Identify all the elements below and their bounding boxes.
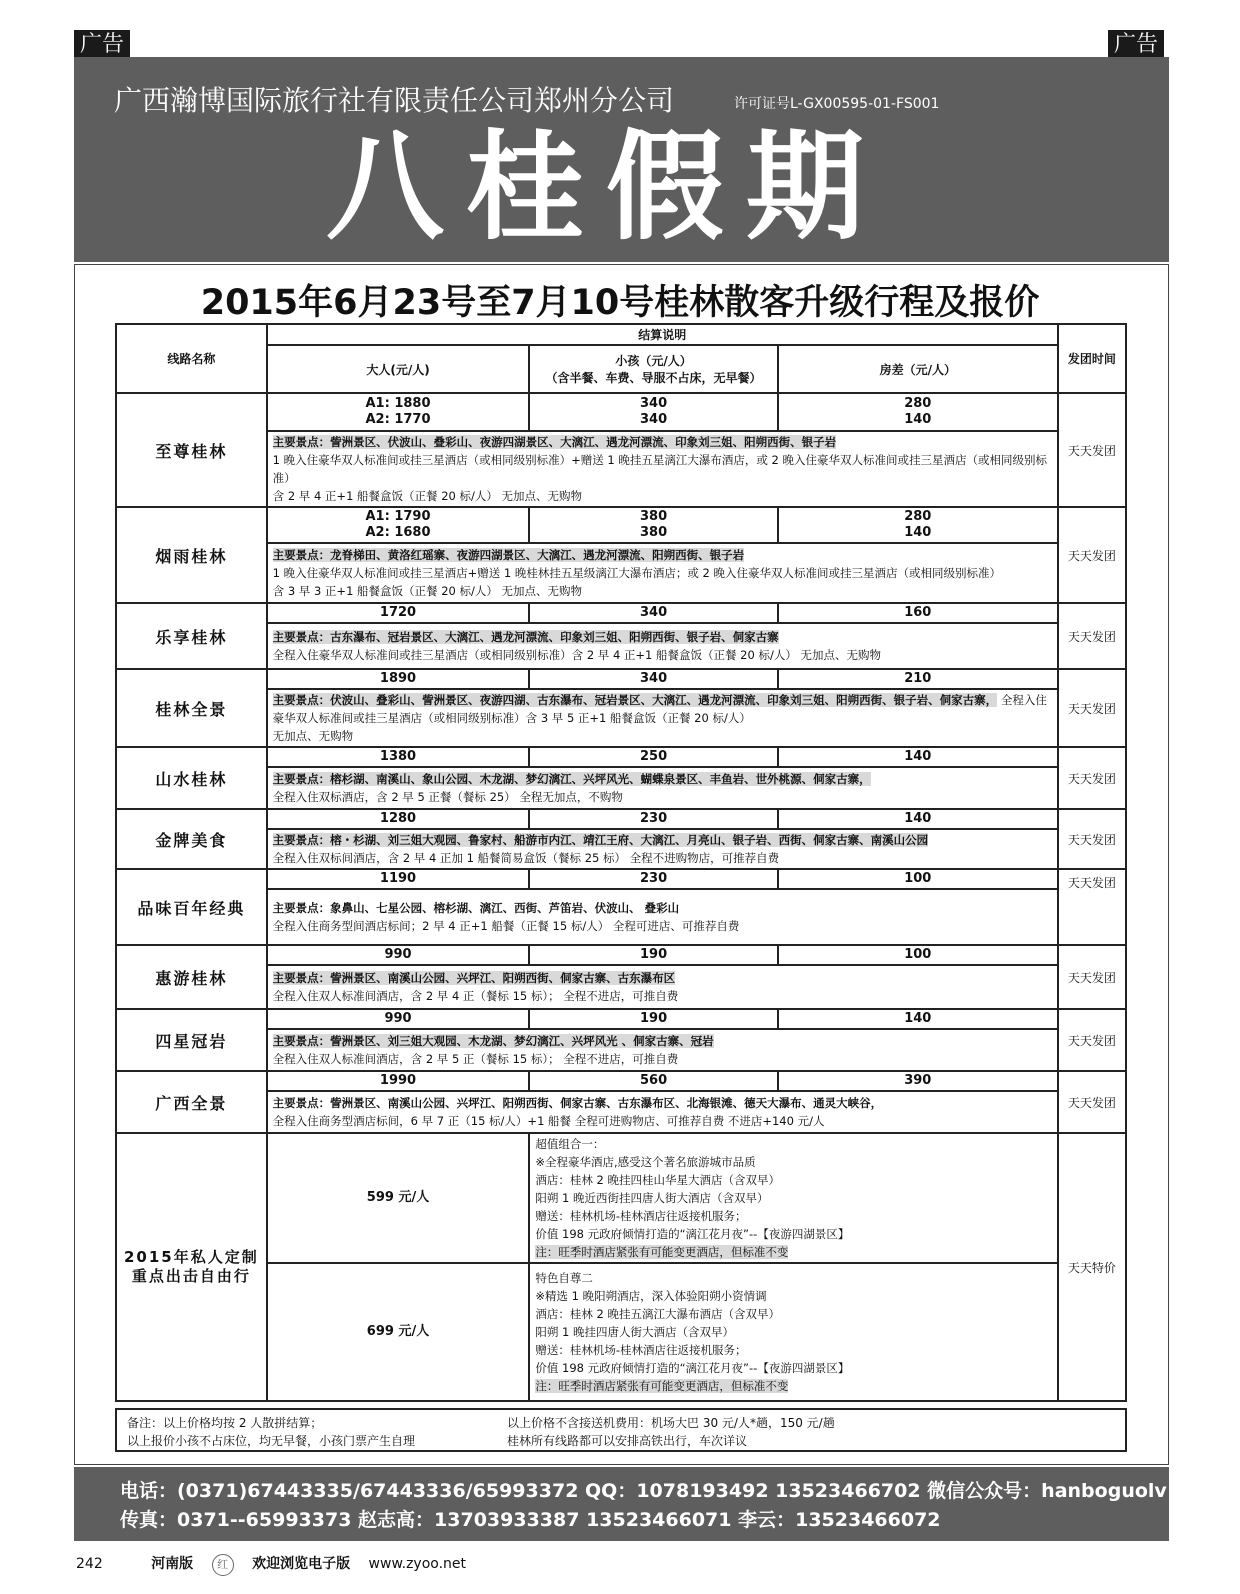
child-price xyxy=(529,507,777,543)
note-3: 以上价格不含接送机费用：机场大巴 30 元/人*趟，150 元/趟 xyxy=(507,1416,835,1430)
route-hotel: 全程入住商务型间酒店标间；2 早 4 正+1 船餐（正餐 15 标/人） 全程可进店、可推荐自费 xyxy=(272,919,740,933)
room-price-a1: 280 xyxy=(904,396,932,411)
adult-price: 1190 xyxy=(267,869,530,889)
header-child-title: 小孩（元/人） xyxy=(615,354,692,368)
adult-price: 1380 xyxy=(267,747,530,767)
contact-line-2: 传真：0371--65993373 赵志高：13703933387 13523466071 李云：13523466072 xyxy=(120,1509,941,1531)
note-4: 桂林所有线路都可以安排高铁出行，车次详议 xyxy=(507,1434,748,1448)
package-line: 价值 198 元政府倾情打造的“漓江花月夜”--【夜游四湖景区】 xyxy=(535,1227,850,1241)
child-price-a1: 380 xyxy=(639,509,668,524)
adult-price: 990 xyxy=(267,1009,530,1029)
route-hotel: 全程入住双标间酒店，含 2 早 4 正加 1 船餐简易盒饭（餐标 25 标） 全程不进购物店，可推荐自费 xyxy=(272,851,780,865)
spots-label: 主要景点： xyxy=(272,772,331,786)
edition-label: 河南版 xyxy=(151,1556,194,1572)
package-line: ※全程豪华酒店,感受这个著名旅游城市品质 xyxy=(535,1155,756,1169)
custom-name: 2015年私人定制重点出击自由行 xyxy=(116,1133,267,1401)
child-price-a1: 340 xyxy=(639,396,668,411)
depart-time: 天天发团 xyxy=(1058,669,1126,747)
spots-label: 主要景点： xyxy=(272,901,331,915)
depart-time: 天天发团 xyxy=(1058,507,1126,603)
route-details xyxy=(267,767,1058,809)
header-room: 房差（元/人） xyxy=(778,345,1058,393)
page-title: 2015年6月23号至7月10号桂林散客升级行程及报价 xyxy=(200,283,1040,323)
price-table xyxy=(115,323,1127,1402)
room-price: 390 xyxy=(778,1071,1058,1091)
adult-price: 1990 xyxy=(267,1071,530,1091)
route-hotel: 全程入住双标酒店，含 2 早 5 正餐（餐标 25） 全程无加点，不购物 xyxy=(272,790,623,804)
package-line: 赠送：桂林机场-桂林酒店往返接机服务； xyxy=(535,1343,747,1357)
site-url[interactable]: www.zyoo.net xyxy=(368,1556,467,1572)
route-meals: 无加点、无购物 xyxy=(272,729,354,743)
room-price: 100 xyxy=(778,945,1058,965)
header-adult: 大人(元/人) xyxy=(267,345,530,393)
depart-time: 天天发团 xyxy=(1058,603,1126,669)
adult-price: 1720 xyxy=(267,603,530,623)
route-meals: 含 2 早 4 正+1 船餐盒饭（正餐 20 标/人） 无加点、无购物 xyxy=(272,489,583,503)
child-price: 230 xyxy=(529,869,777,889)
adult-price xyxy=(267,393,530,431)
package-details xyxy=(529,1263,1057,1401)
route-spots: 伏波山、叠彩山、訾洲景区、夜游四湖、古东瀑布、冠岩景区、大漓江、遇龙河漂流、印象刘三姐、阳朔西街、银子岩、侗家古寨， xyxy=(330,693,998,707)
route-spots: 訾洲景区、伏波山、叠彩山、夜游四湖景区、大漓江、遇龙河漂流、印象刘三姐、阳朔西街、银子岩 xyxy=(330,435,837,449)
route-name: 金牌美食 xyxy=(116,809,267,869)
brand-title: 八桂假期 xyxy=(326,118,887,256)
adult-price: 1890 xyxy=(267,669,530,689)
spots-label: 主要景点： xyxy=(272,630,331,644)
route-hotel: 全程入住豪华双人标准间或挂三星酒店（或相同级别标准）含 2 早 4 正+1 船餐盒饭（正餐 20 标/人） 无加点、无购物 xyxy=(272,648,882,662)
package-line: ※精选 1 晚阳朔酒店，深入体验阳朔小资情调 xyxy=(535,1289,767,1303)
package-line: 酒店：桂林 2 晚挂四桂山华星大酒店（含双早） xyxy=(535,1173,780,1187)
header-depart: 发团时间 xyxy=(1058,324,1126,393)
route-name: 品味百年经典 xyxy=(116,869,267,945)
ad-tag-left: 广告 xyxy=(74,30,130,60)
route-hotel: 全程入住双人标准间酒店，含 2 早 5 正（餐标 15 标）； 全程不进店，可推自费 xyxy=(272,1052,679,1066)
child-price: 340 xyxy=(529,603,777,623)
room-price: 140 xyxy=(778,747,1058,767)
route-details xyxy=(267,623,1058,669)
spots-label: 主要景点： xyxy=(272,833,331,847)
custom-depart: 天天特价 xyxy=(1058,1133,1126,1401)
room-price: 140 xyxy=(778,1009,1058,1029)
route-details xyxy=(267,689,1058,747)
route-hotel: 全程入住双人标准间酒店，含 2 早 4 正（餐标 15 标）； 全程不进店，可推自费 xyxy=(272,989,679,1003)
route-spots: 訾洲景区、南溪山公园、兴坪江、阳朔西街、侗家古寨、古东瀑布区 xyxy=(330,971,676,985)
route-name: 广西全景 xyxy=(116,1071,267,1133)
depart-time: 天天发团 xyxy=(1058,945,1126,1009)
room-price: 140 xyxy=(778,809,1058,829)
note-1: 备注：以上价格均按 2 人散拼结算； xyxy=(127,1416,323,1430)
package-line: 超值组合一： xyxy=(535,1137,605,1151)
spots-label: 主要景点： xyxy=(272,693,331,707)
package-line: 阳朔 1 晚近西街挂四唐人街大酒店（含双早） xyxy=(535,1191,769,1205)
route-details xyxy=(267,965,1058,1009)
license-number: 许可证号L-GX00595-01-FS001 xyxy=(734,96,940,112)
route-name: 桂林全景 xyxy=(116,669,267,747)
child-price-a2: 340 xyxy=(639,412,668,427)
route-spots: 龙脊梯田、黄洛红瑶寨、夜游四湖景区、大漓江、遇龙河漂流、阳朔西街、银子岩 xyxy=(330,548,745,562)
adult-price-a2: A2: 1770 xyxy=(365,412,431,427)
package-details xyxy=(529,1133,1057,1263)
header-route: 线路名称 xyxy=(116,324,267,393)
promo-text: 欢迎浏览电子版 xyxy=(252,1556,351,1572)
child-price-a2: 380 xyxy=(639,525,668,540)
spots-label: 主要景点： xyxy=(272,1096,331,1110)
package-line: 特色自尊二 xyxy=(535,1271,593,1285)
company-name: 广西瀚博国际旅行社有限责任公司郑州分公司 xyxy=(114,84,675,117)
route-details xyxy=(267,1091,1058,1133)
note-2: 以上报价小孩不占床位，均无早餐，小孩门票产生自理 xyxy=(127,1434,416,1448)
route-hotel: 全程入住豪华双人标准间或挂三星酒店（或相同级别标准）含 3 早 5 正+1 船餐盒饭（正餐 20 标/人） xyxy=(272,693,1047,725)
route-hotel: 全程入住商务型酒店标间，6 早 7 正（15 标/人）+1 船餐 全程可进购物店、可推荐自费 不进店+140 元/人 xyxy=(272,1114,825,1128)
adult-price: 1280 xyxy=(267,809,530,829)
room-price xyxy=(778,507,1058,543)
route-details xyxy=(267,889,1058,945)
spots-label: 主要景点： xyxy=(272,435,331,449)
route-spots: 訾洲景区、南溪山公园、兴坪江、阳朔西街、侗家古寨、古东瀑布区、北海银滩、德天大瀑布、通灵大峡谷， xyxy=(330,1096,883,1110)
route-spots: 榕杉湖、南溪山、象山公园、木龙湖、梦幻漓江、兴坪风光、蝴蝶泉景区、丰鱼岩、世外桃源、侗家古寨， xyxy=(330,772,871,786)
route-details xyxy=(267,543,1058,603)
route-name: 惠游桂林 xyxy=(116,945,267,1009)
depart-time: 天天发团 xyxy=(1058,747,1126,809)
child-price: 190 xyxy=(529,1009,777,1029)
depart-time: 天天发团 xyxy=(1058,1071,1126,1133)
route-name: 四星冠岩 xyxy=(116,1009,267,1071)
room-price-a2: 140 xyxy=(904,412,932,427)
adult-price-a1: A1: 1790 xyxy=(365,509,431,524)
package-line: 价值 198 元政府倾情打造的“漓江花月夜”--【夜游四湖景区】 xyxy=(535,1361,850,1375)
ad-tag-right: 广告 xyxy=(1108,30,1164,60)
spots-label: 主要景点： xyxy=(272,1034,331,1048)
route-spots: 象鼻山、七星公园、榕杉湖、漓江、西街、芦笛岩、伏波山、 叠彩山 xyxy=(330,901,680,915)
route-details xyxy=(267,431,1058,507)
notes-box xyxy=(115,1408,1127,1452)
adult-price: 990 xyxy=(267,945,530,965)
package-price: 699 元/人 xyxy=(267,1263,530,1401)
route-name: 烟雨桂林 xyxy=(116,507,267,603)
package-note: 注：旺季时酒店紧张有可能变更酒店，但标准不变 xyxy=(535,1245,789,1259)
page-footer xyxy=(76,1553,480,1576)
route-details xyxy=(267,1029,1058,1071)
room-price: 100 xyxy=(778,869,1058,889)
header-child xyxy=(529,345,777,393)
spots-label: 主要景点： xyxy=(272,548,331,562)
adult-price-a2: A2: 1680 xyxy=(365,525,431,540)
depart-time: 天天发团 xyxy=(1058,809,1126,869)
page-number: 242 xyxy=(76,1556,103,1572)
route-spots: 榕・杉湖、刘三姐大观园、鲁家村、船游市内江、靖江王府、大漓江、月亮山、银子岩、西街、侗家古寨、南溪山公园 xyxy=(330,833,929,847)
route-spots: 訾洲景区、刘三姐大观园、木龙湖、梦幻漓江、兴坪风光 、侗家古寨、冠岩 xyxy=(330,1034,714,1048)
package-line: 阳朔 1 晚挂四唐人街大酒店（含双早） xyxy=(535,1325,734,1339)
room-price: 210 xyxy=(778,669,1058,689)
package-note: 注：旺季时酒店紧张有可能变更酒店，但标准不变 xyxy=(535,1379,789,1393)
room-price: 160 xyxy=(778,603,1058,623)
child-price: 230 xyxy=(529,809,777,829)
child-price: 190 xyxy=(529,945,777,965)
route-name: 山水桂林 xyxy=(116,747,267,809)
depart-time: 天天发团 xyxy=(1058,1009,1126,1071)
spots-label: 主要景点： xyxy=(272,971,331,985)
adult-price xyxy=(267,507,530,543)
room-price-a1: 280 xyxy=(904,509,932,524)
route-name: 至尊桂林 xyxy=(116,393,267,507)
route-details xyxy=(267,829,1058,869)
child-price: 560 xyxy=(529,1071,777,1091)
header-banner xyxy=(74,57,1169,262)
adult-price-a1: A1: 1880 xyxy=(365,396,431,411)
child-price: 250 xyxy=(529,747,777,767)
contact-line-1: 电话：(0371)67443335/67443336/65993372 QQ：1078193492 13523466702 微信公众号：hanboguolv xyxy=(120,1480,1167,1502)
depart-time: 天天发团 xyxy=(1058,393,1126,507)
depart-time: 天天发团 xyxy=(1058,869,1126,945)
package-line: 赠送：桂林机场-桂林酒店往返接机服务； xyxy=(535,1209,747,1223)
package-price: 599 元/人 xyxy=(267,1133,530,1263)
header-child-note: （含半餐、车费、导服不占床，无早餐） xyxy=(545,371,762,385)
child-price xyxy=(529,393,777,431)
package-line: 酒店：桂林 2 晚挂五漓江大瀑布酒店（含双早） xyxy=(535,1307,780,1321)
child-price: 340 xyxy=(529,669,777,689)
header-settlement: 结算说明 xyxy=(267,324,1058,345)
route-name: 乐享桂林 xyxy=(116,603,267,669)
room-price xyxy=(778,393,1058,431)
route-meals: 含 3 早 3 正+1 船餐盒饭（正餐 20 标/人） 无加点、无购物 xyxy=(272,584,583,598)
route-hotel: 1 晚入住豪华双人标准间或挂三星酒店+赠送 1 晚桂林挂五星级漓江大瀑布酒店；或 2 晚入住豪华双人标准间或挂三星酒店（或相同级别标准） xyxy=(272,566,1002,580)
route-hotel: 1 晚入住豪华双人标准间或挂三星酒店（或相同级别标准）+赠送 1 晚挂五星漓江大瀑布酒店，或 2 晚入住豪华双人标准间或挂三星酒店（或相同级别标准） xyxy=(272,453,1048,485)
contact-footer xyxy=(74,1467,1169,1541)
edition-badge-icon: 红 xyxy=(212,1554,234,1576)
room-price-a2: 140 xyxy=(904,525,932,540)
route-spots: 古东瀑布、冠岩景区、大漓江、遇龙河漂流、印象刘三姐、阳朔西街、银子岩、侗家古寨 xyxy=(330,630,779,644)
